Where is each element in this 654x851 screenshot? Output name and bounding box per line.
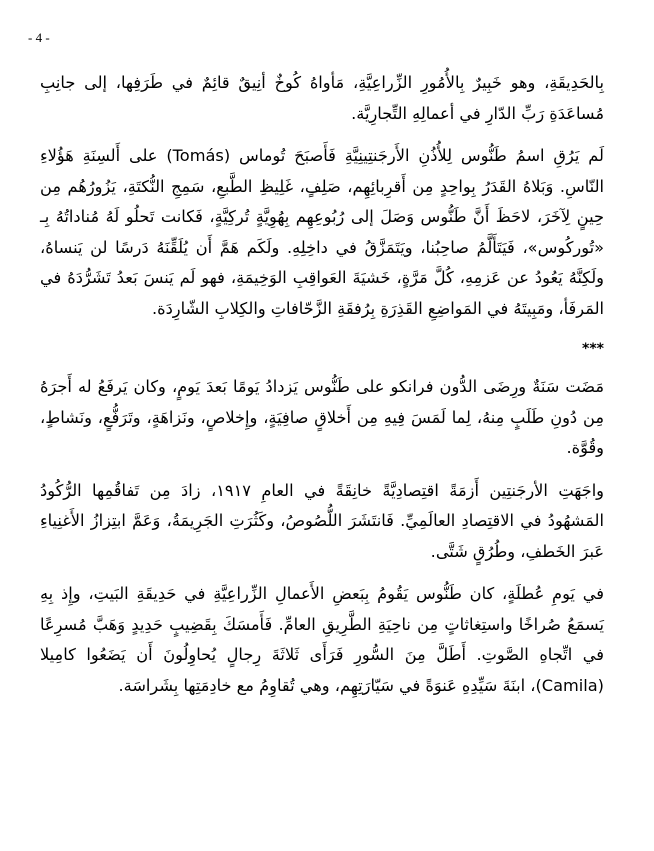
paragraph-2: لَم يَرُقِ اسمُ طَنُّوس لِلأُذُنِ الأَرجَنتِينِيَّةِ فَأَصبَحَ تُوماس (Tomás) على أَلسِنَةِ هَؤُلاءِ النّاسِ. وَبَلاهُ القَدَرُ بِواحِدٍ مِن أَقرِبائِهِم، صَلِفٍ، غَلِيظِ الطَّبعِ، سَمِجِ النُّكتَةِ، يَزُورُهُم مِن حِينٍ لِآخَرَ، لاحَظَ أَنَّ طَنُّوس وَصَلَ إلى رُبُوعِهِم بِهُوِيَّةٍ تُركِيَّةٍ، فَكانت تَحلُو لَهُ مُناداتُهُ بِـ «تُوركُوس»، فَيَتَأَلَّمُ صاحِبُنا، ويَتَمَزَّقُ في داخِلِهِ. ولَكَم هَمَّ أَن يُلَقِّنَهُ دَرسًا لن يَنساهُ، ولَكِنَّهُ يَعُودُ عن عَزمِهِ، كُلَّ مَرَّةٍ، خَشيَةَ العَواقِبِ الوَخِيمَةِ، فهو لَم يَنسَ بَعدُ تَشَرُّدَهُ في المَرفَأ، ومَبِيتَهُ في المَواضِعِ القَذِرَةِ بِرُفقَةِ الزَّحّافاتِ والكِلابِ الشّارِدَة. — [40, 146, 604, 318]
document-body — [40, 68, 604, 701]
page-number: - 4 - — [28, 30, 50, 45]
paragraph-4: واجَهَتِ الأرجَنتِين أَزمَةً اقتِصادِيَّةً خانِقَةً في العامِ ١٩١٧، زادَ مِن تَفاقُمِها الرُّكُودُ المَشهُودُ في الاقتِصادِ العالَمِيِّ. فَانتَشَرَ اللُّصُوصُ، وكَثُرَتِ الجَرِيمَةُ، وَعَمَّ ابتِزازُ الأَغنِياءِ عَبرَ الخَطفِ، وطُرُقٍ شَتَّى. — [40, 480, 605, 561]
paragraph-1: بِالحَدِيقَةِ، وهو خَبِيرٌ بِالأُمُورِ الزِّراعِيَّةِ، مَأواهُ كُوخٌ أنِيقٌ قائِمٌ في طَرَفِها، إلى جانِبِ مُساعَدَةِ رَبِّ الدّارِ في أعمالِهِ التِّجارِيَّة. — [40, 73, 604, 123]
paragraph-5: في يَومِ عُطلَةٍ، كان طَنُّوس يَقُومُ بِبَعضِ الأَعمالِ الزِّراعِيَّةِ في حَدِيقَةِ البَيتِ، وإِذ بِهِ يَسمَعُ صُراخًا واستِغاثاتٍ مِن ناحِيَةِ الطَّرِيقِ العامِّ. فَأَمسَكَ بِقَضِيبٍ حَدِيدٍ وَهَبَّ مُسرِعًا في اتِّجاهِ الصَّوتِ. أَطَلَّ مِنَ السُّورِ فَرَأَى ثَلاثَةَ رِجالٍ يُحاوِلُونَ أَن يَضَعُوا كامِيلا (Camila)، ابنَةَ سَيِّدِهِ عَنوَةً في سَيّارَتِهِم، وهي تُقاوِمُ مع خادِمَتِها بِشَراسَة. — [40, 584, 604, 695]
section-separator: *** — [582, 341, 604, 357]
paragraph-3: مَضَت سَنَةٌ ورِضَى الدُّون فرانكو على طَنُّوس يَزدادُ يَومًا بَعدَ يَومٍ، وكان يَرفَعُ له أَجرَهُ مِن دُونِ طَلَبٍ مِنهُ، لِما لَمَسَ فِيهِ مِن أَخلاقٍ صافِيَةٍ، وإِخلاصٍ، ونَزاهَةٍ، وتَرَفُّعٍ، ونَشاطٍ، وقُوَّة. — [40, 377, 604, 457]
